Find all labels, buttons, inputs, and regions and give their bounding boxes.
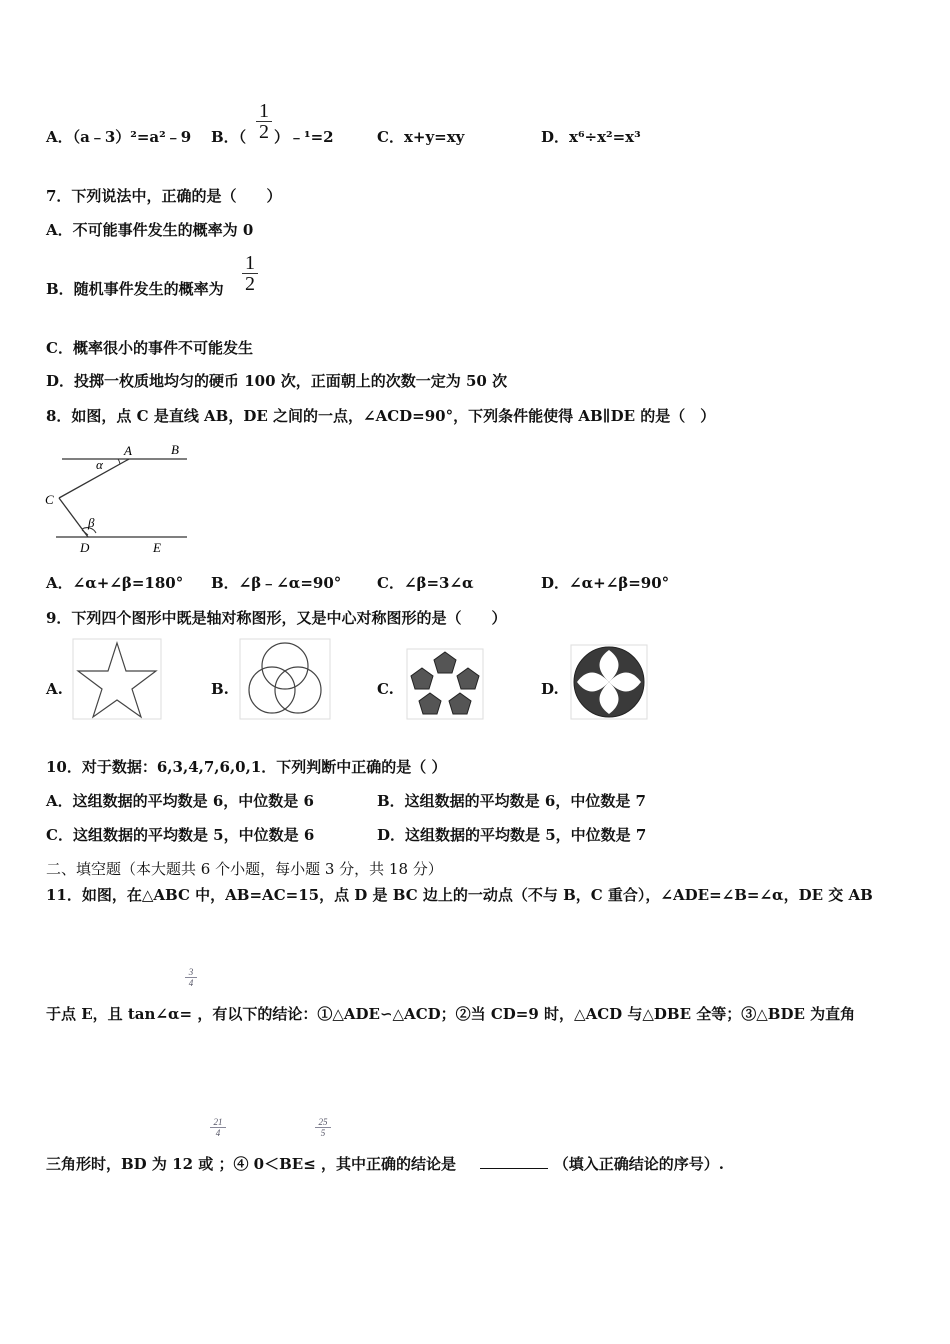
circle-left: [249, 667, 295, 713]
q6-option-d: D．x⁶÷x²=x³: [541, 128, 641, 146]
segment-ac: [59, 459, 129, 498]
q8-option-a: A．∠α+∠β=180°: [46, 574, 184, 592]
q7-option-d: D．投掷一枚质地均匀的硬币 100 次，正面朝上的次数一定为 50 次: [46, 372, 508, 390]
label-c: C: [45, 492, 54, 507]
q10-option-c: C．这组数据的平均数是 5，中位数是 6: [46, 826, 315, 844]
fraction-numerator: 1: [245, 252, 255, 274]
fraction-denominator: 2: [245, 273, 255, 295]
q7-option-b-fraction: [242, 253, 258, 294]
fraction-denominator: 4: [215, 1128, 221, 1138]
q9-three-circles-figure: [239, 638, 331, 720]
fraction-denominator: 4: [188, 978, 194, 988]
q11-fraction-21-4: [210, 1117, 226, 1138]
fraction-numerator: 1: [259, 100, 269, 122]
angle-alpha-arc: [118, 459, 120, 464]
q6-option-c: C．x+y=xy: [377, 128, 465, 146]
fraction-numerator: 25: [318, 1117, 328, 1127]
fraction-numerator: 21: [213, 1117, 223, 1127]
q11-answer-blank[interactable]: [480, 1154, 548, 1169]
label-b: B: [171, 442, 179, 457]
q11-fraction-25-5: [315, 1117, 331, 1138]
q11-line3-tail: （填入正确结论的序号）.: [553, 1155, 724, 1173]
fraction-numerator: 3: [188, 967, 194, 977]
q6-option-b-fraction: [256, 101, 272, 142]
pentagon-left: [411, 668, 433, 689]
q8-stem: 8．如图，点 C 是直线 AB，DE 之间的一点，∠ACD=90°，下列条件能使得 AB∥DE 的是（ ）: [46, 407, 716, 425]
q6-option-b-suffix: ）﹣¹=2: [274, 128, 334, 146]
q10-option-b: B．这组数据的平均数是 6，中位数是 7: [377, 792, 646, 810]
q9-circle-petals-figure: [570, 644, 648, 720]
q9-star-figure: [72, 638, 162, 720]
q8-option-d: D．∠α+∠β=90°: [541, 574, 670, 592]
q10-option-d: D．这组数据的平均数是 5，中位数是 7: [377, 826, 647, 844]
q7-option-c: C．概率很小的事件不可能发生: [46, 339, 253, 357]
q7-stem: 7．下列说法中，正确的是（ ）: [46, 187, 282, 205]
circle-right: [275, 667, 321, 713]
label-beta: β: [88, 515, 95, 530]
q9-option-b-label: B.: [211, 680, 229, 698]
label-a: A: [124, 443, 132, 458]
q11-line1: 11．如图，在△ABC 中，AB=AC=15，点 D 是 BC 边上的一动点（不与 B，C 重合），∠ADE=∠B=∠α，DE 交 AB: [46, 886, 873, 904]
pentagon-bottom-right: [449, 693, 471, 714]
q6-option-a: A．（a﹣3）²=a²﹣9: [46, 128, 192, 146]
q8-option-c: C．∠β=3∠α: [377, 574, 474, 592]
angle-tick: [82, 530, 88, 535]
q9-option-c-label: C.: [377, 680, 394, 698]
q11-fraction-3-4: [185, 967, 197, 988]
q7-option-a: A．不可能事件发生的概率为 0: [46, 221, 254, 239]
q9-stem: 9．下列四个图形中既是轴对称图形，又是中心对称图形的是（ ）: [46, 609, 507, 627]
q10-stem: 10．对于数据：6,3,4,7,6,0,1．下列判断中正确的是（ ）: [46, 758, 447, 776]
q8-option-b: B．∠β﹣∠α=90°: [211, 574, 342, 592]
q9-option-a-label: A.: [46, 680, 63, 698]
label-alpha: α: [96, 457, 103, 472]
circle-top: [262, 643, 308, 689]
fraction-denominator: 2: [259, 121, 269, 143]
q9-pentagons-figure: [406, 648, 484, 720]
star-shape: [78, 643, 156, 717]
q8-figure: [44, 438, 194, 558]
q11-line3-text: 三角形时，BD 为 12 或 ；④ 0＜BE≤ ，其中正确的结论是: [46, 1155, 457, 1173]
label-e: E: [153, 540, 161, 555]
q10-option-a: A．这组数据的平均数是 6，中位数是 6: [46, 792, 314, 810]
q9-option-d-label: D.: [541, 680, 559, 698]
q11-line2: 于点 E，且 tan∠α= ，有以下的结论：①△ADE∽△ACD；②当 CD=9 时，△ACD 与△DBE 全等；③△BDE 为直角: [46, 1005, 856, 1023]
fraction-denominator: 5: [320, 1128, 326, 1138]
q6-option-b-prefix: B．（: [211, 128, 247, 146]
section-2-title: 二、填空题（本大题共 6 个小题，每小题 3 分，共 18 分）: [46, 860, 443, 878]
pentagon-right: [457, 668, 479, 689]
pentagon-top: [434, 652, 456, 673]
label-d: D: [80, 540, 90, 555]
pentagon-bottom-left: [419, 693, 441, 714]
q7-option-b: B．随机事件发生的概率为: [46, 280, 224, 298]
q11-line3: [46, 1154, 724, 1173]
